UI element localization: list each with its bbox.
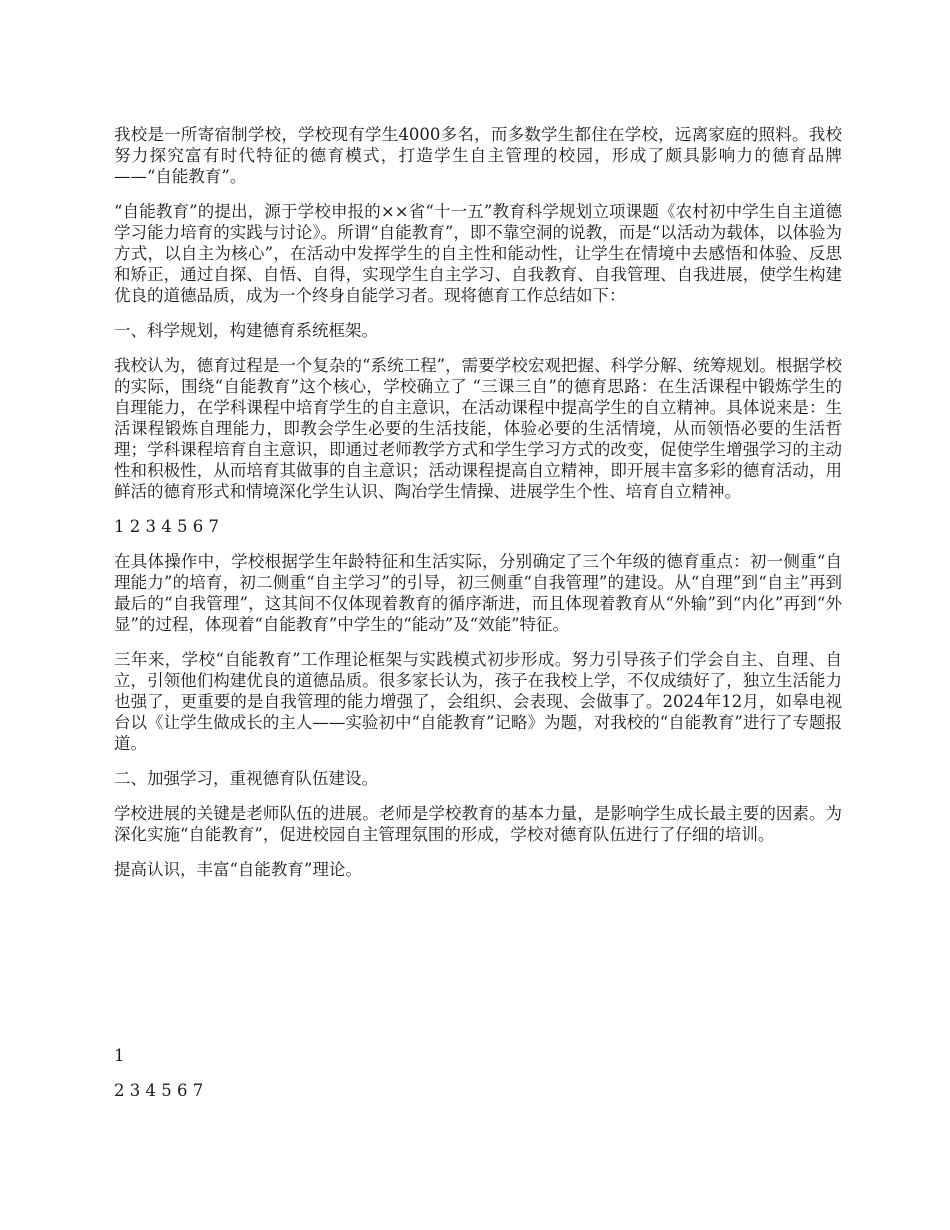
- paragraph-operation: 在具体操作中，学校根据学生年龄特征和生活实际，分别确定了三个年级的德育重点：初一侧重“自理能力”的培育，初二侧重“自主学习”的引导，初三侧重“自我管理”的建设。从“自理”到“自主”再到最后的“自我管理”，这其间不仅体现着教育的循序渐进，而且体现着教育从“外输”到“内化”再到“外显”的过程，体现着“自能教育”中学生的“能动”及“效能”特征。: [114, 552, 842, 634]
- paragraph-framework: 我校认为，德育过程是一个复杂的“系统工程”，需要学校宏观把握、科学分解、统筹规划。根据学校的实际，围绕“自能教育”这个核心，学校确立了 “三课三自”的德育思路：在生活课程中锻炼学生的自理能力，在学科课程中培育学生的自主意识，在活动课程中提高学生的自立精神。具体说来是：生活课程锻炼自理能力，即教会学生必要的生活技能，体验必要的生活情境，从而领悟必要的生活哲理；学科课程培育自主意识，即通过老师教学方式和学生学习方式的改变，促使学生增强学习的主动性和积极性，从而培育其做事的自主意识；活动课程提高自立精神，即开展丰富多彩的德育活动，用鲜活的德育形式和情境深化学生认识、陶冶学生情操、进展学生个性、培育自立精神。: [114, 356, 842, 501]
- page-number-single: 1: [114, 1046, 125, 1065]
- paragraph-team: 学校进展的关键是老师队伍的进展。老师是学校教育的基本力量，是影响学生成长最主要的因素。为深化实施“自能教育”，促进校园自主管理氛围的形成，学校对德育队伍进行了仔细的培训。: [114, 804, 842, 844]
- section-heading-1: 一、科学规划，构建德育系统框架。: [114, 321, 378, 340]
- paragraph-awareness: 提高认识，丰富“自能教育”理论。: [114, 860, 362, 879]
- page-number-list: 1 2 3 4 5 6 7: [114, 517, 219, 536]
- page-number-list-footer: 2 3 4 5 6 7: [114, 1081, 204, 1100]
- paragraph-origin: “自能教育”的提出，源于学校申报的××省“十一五”教育科学规划立项课题《农村初中学生自主道德学习能力培育的实践与讨论》。所谓“自能教育”，即不靠空洞的说教，而是“以活动为载体，以体验为方式，以自主为核心”，在活动中发挥学生的自主性和能动性，让学生在情境中去感悟和体验、反思和矫正，通过自探、自悟、自得，实现学生自主学习、自我教育、自我管理、自我进展，使学生构建优良的道德品质，成为一个终身自能学习者。现将德育工作总结如下：: [114, 202, 842, 305]
- paragraph-results: 三年来，学校“自能教育”工作理论框架与实践模式初步形成。努力引导孩子们学会自主、自理、自立，引领他们构建优良的道德品质。很多家长认为，孩子在我校上学，不仅成绩好了，独立生活能力也强了，更重要的是自我管理的能力增强了，会组织、会表现、会做事了。2024年12月，如皋电视台以《让学生做成长的主人——实验初中“自能教育”记略》为题，对我校的“自能教育”进行了专题报道。: [114, 650, 842, 753]
- section-heading-2: 二、加强学习，重视德育队伍建设。: [114, 769, 378, 788]
- document-body: [114, 124, 842, 894]
- paragraph-intro: 我校是一所寄宿制学校，学校现有学生4000多名，而多数学生都住在学校，远离家庭的照料。我校努力探究富有时代特征的德育模式，打造学生自主管理的校园，形成了颇具影响力的德育品牌——“自能教育”。: [114, 125, 842, 186]
